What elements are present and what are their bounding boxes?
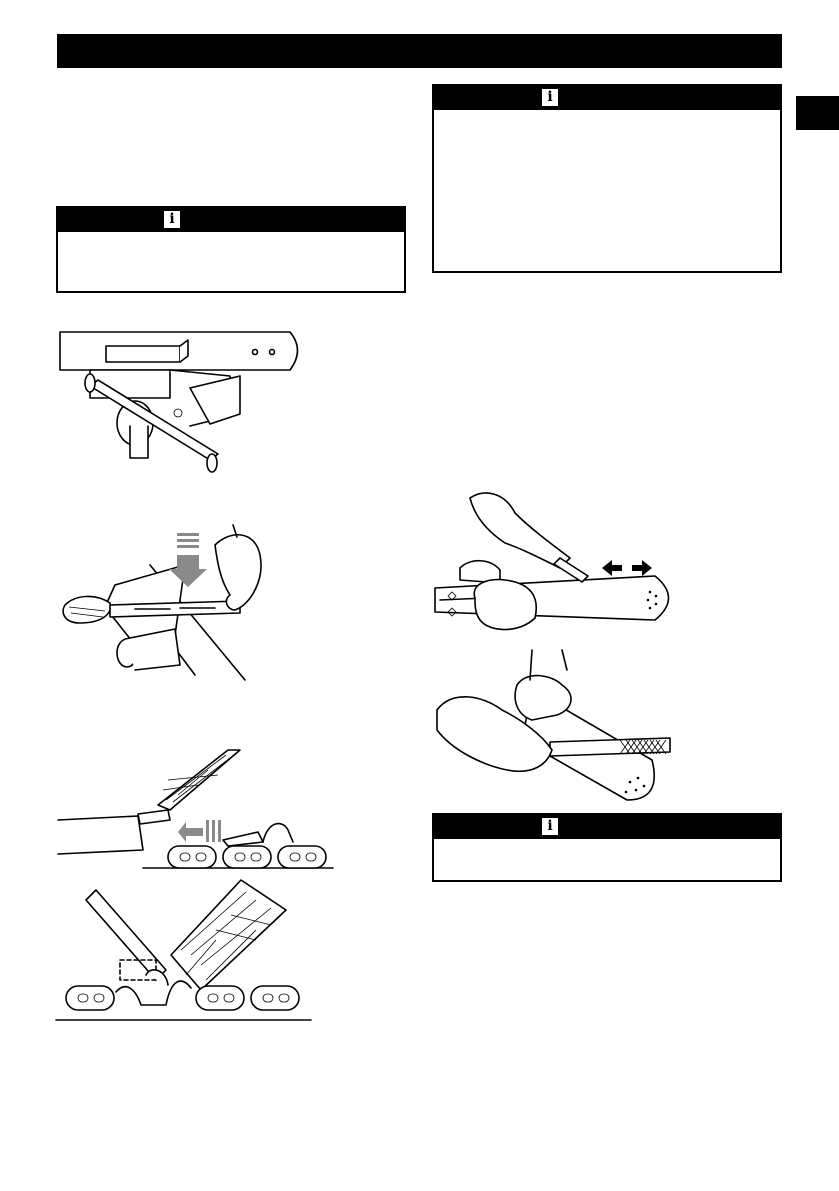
note-box-left [56,206,406,293]
bar-rail-filing-illustration [55,525,265,705]
info-icon: i [542,89,558,106]
note-box-right-bottom [432,813,782,882]
note-box-right-top [432,84,782,273]
language-side-tab [796,96,839,130]
chain-cutter-filing-illustration [56,880,316,1025]
info-icon: i [164,211,180,228]
bar-file-back-forth-illustration [430,488,680,638]
bar-edge-flat-file-illustration [432,650,682,810]
section-header-bar [57,34,782,68]
note-text [58,232,404,244]
chain-depth-gauge-illustration [58,750,338,875]
note-text [434,110,780,122]
bar-in-vise-illustration [50,318,310,488]
info-icon: i [542,818,558,835]
note-text [434,839,780,851]
note-header [434,815,780,839]
chain-links [66,986,299,1010]
note-header [58,208,404,232]
note-header [434,86,780,110]
chain-links [168,846,326,868]
